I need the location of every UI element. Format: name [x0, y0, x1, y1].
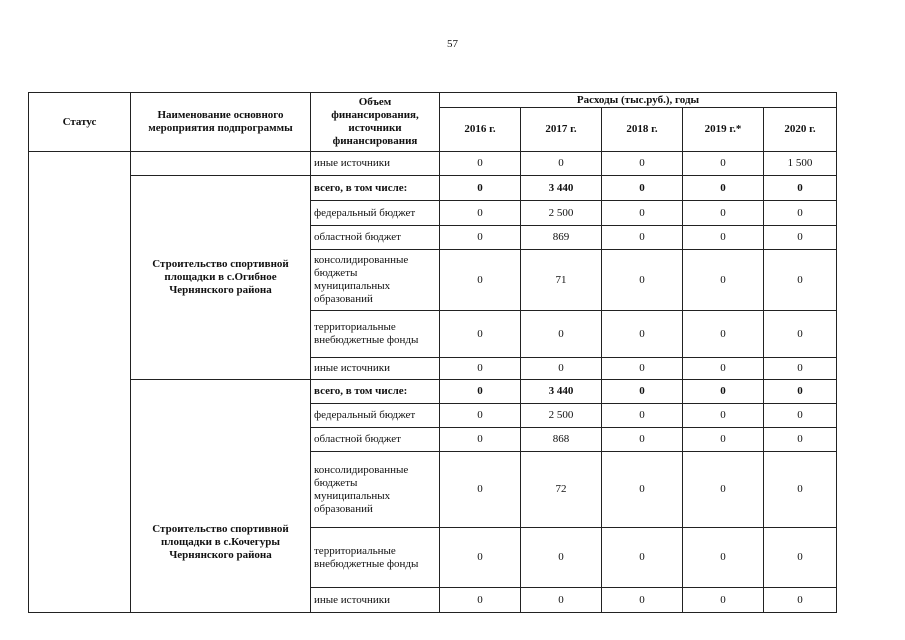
value-cell: 0: [764, 528, 837, 588]
value-cell: 0: [440, 358, 521, 380]
source-cell: областной бюджет: [311, 226, 440, 250]
value-cell: 3 440: [521, 176, 602, 201]
value-cell: 0: [764, 380, 837, 404]
value-cell: 0: [440, 452, 521, 528]
source-cell: иные источники: [311, 358, 440, 380]
table-row: [29, 176, 837, 201]
value-cell: 0: [683, 176, 764, 201]
source-cell: иные источники: [311, 152, 440, 176]
value-cell: 0: [440, 152, 521, 176]
header-year: 2019 г.*: [683, 108, 764, 152]
source-cell: территориальные внебюджетные фонды: [311, 311, 440, 358]
event-name-cell: Строительство спортивной площадки в с.Кочегуры Чернянского района: [131, 380, 311, 613]
value-cell: 0: [602, 176, 683, 201]
value-cell: 0: [683, 358, 764, 380]
value-cell: 0: [440, 311, 521, 358]
value-cell: 0: [764, 452, 837, 528]
value-cell: 868: [521, 428, 602, 452]
value-cell: 0: [521, 358, 602, 380]
value-cell: 0: [764, 201, 837, 226]
value-cell: 72: [521, 452, 602, 528]
value-cell: 0: [764, 311, 837, 358]
event-name-cell: Строительство спортивной площадки в с.Огибное Чернянского района: [131, 176, 311, 380]
value-cell: 0: [521, 152, 602, 176]
source-cell: территориальные внебюджетные фонды: [311, 528, 440, 588]
value-cell: 0: [602, 152, 683, 176]
source-cell: областной бюджет: [311, 428, 440, 452]
value-cell: 0: [602, 428, 683, 452]
value-cell: 0: [764, 404, 837, 428]
value-cell: 0: [521, 528, 602, 588]
table-row: [29, 152, 837, 176]
value-cell: 0: [764, 588, 837, 613]
value-cell: 0: [683, 250, 764, 311]
header-name: Наименование основного мероприятия подпрограммы: [131, 93, 311, 152]
source-cell: консолидированные бюджеты муниципальных образований: [311, 250, 440, 311]
value-cell: 0: [602, 201, 683, 226]
value-cell: 0: [440, 226, 521, 250]
header-row-top: [29, 93, 837, 108]
value-cell: 0: [521, 588, 602, 613]
value-cell: 0: [440, 176, 521, 201]
value-cell: 0: [764, 176, 837, 201]
header-year: 2017 г.: [521, 108, 602, 152]
source-cell: всего, в том числе:: [311, 380, 440, 404]
source-cell: всего, в том числе:: [311, 176, 440, 201]
header-year: 2018 г.: [602, 108, 683, 152]
value-cell: 0: [440, 201, 521, 226]
value-cell: 0: [764, 250, 837, 311]
value-cell: 0: [602, 226, 683, 250]
value-cell: 0: [521, 311, 602, 358]
value-cell: 0: [683, 588, 764, 613]
value-cell: 0: [764, 358, 837, 380]
value-cell: 0: [440, 250, 521, 311]
value-cell: 2 500: [521, 404, 602, 428]
value-cell: 0: [683, 380, 764, 404]
value-cell: 0: [683, 528, 764, 588]
source-cell: иные источники: [311, 588, 440, 613]
value-cell: 0: [602, 588, 683, 613]
source-cell: федеральный бюджет: [311, 201, 440, 226]
value-cell: 0: [602, 380, 683, 404]
value-cell: 0: [683, 152, 764, 176]
value-cell: 1 500: [764, 152, 837, 176]
value-cell: 3 440: [521, 380, 602, 404]
page-number: 57: [447, 38, 458, 50]
value-cell: 869: [521, 226, 602, 250]
source-cell: консолидированные бюджеты муниципальных образований: [311, 452, 440, 528]
value-cell: 0: [683, 226, 764, 250]
value-cell: 2 500: [521, 201, 602, 226]
header-volume: Объем финансирования, источники финансирования: [311, 93, 440, 152]
value-cell: 0: [602, 452, 683, 528]
value-cell: 0: [440, 528, 521, 588]
source-cell: федеральный бюджет: [311, 404, 440, 428]
header-year: 2016 г.: [440, 108, 521, 152]
table-row: [29, 380, 837, 404]
value-cell: 0: [440, 380, 521, 404]
value-cell: 0: [602, 311, 683, 358]
value-cell: 0: [683, 452, 764, 528]
value-cell: 0: [602, 528, 683, 588]
value-cell: 71: [521, 250, 602, 311]
name-cell-empty: [131, 152, 311, 176]
value-cell: 0: [602, 358, 683, 380]
value-cell: 0: [440, 428, 521, 452]
value-cell: 0: [764, 428, 837, 452]
value-cell: 0: [602, 250, 683, 311]
header-expenses: Расходы (тыс.руб.), годы: [440, 93, 837, 108]
value-cell: 0: [764, 226, 837, 250]
value-cell: 0: [440, 404, 521, 428]
header-status: Статус: [29, 93, 131, 152]
header-year: 2020 г.: [764, 108, 837, 152]
value-cell: 0: [683, 311, 764, 358]
value-cell: 0: [683, 428, 764, 452]
value-cell: 0: [440, 588, 521, 613]
value-cell: 0: [683, 201, 764, 226]
financing-table: [28, 92, 837, 613]
value-cell: 0: [602, 404, 683, 428]
value-cell: 0: [683, 404, 764, 428]
status-cell: [29, 152, 131, 613]
